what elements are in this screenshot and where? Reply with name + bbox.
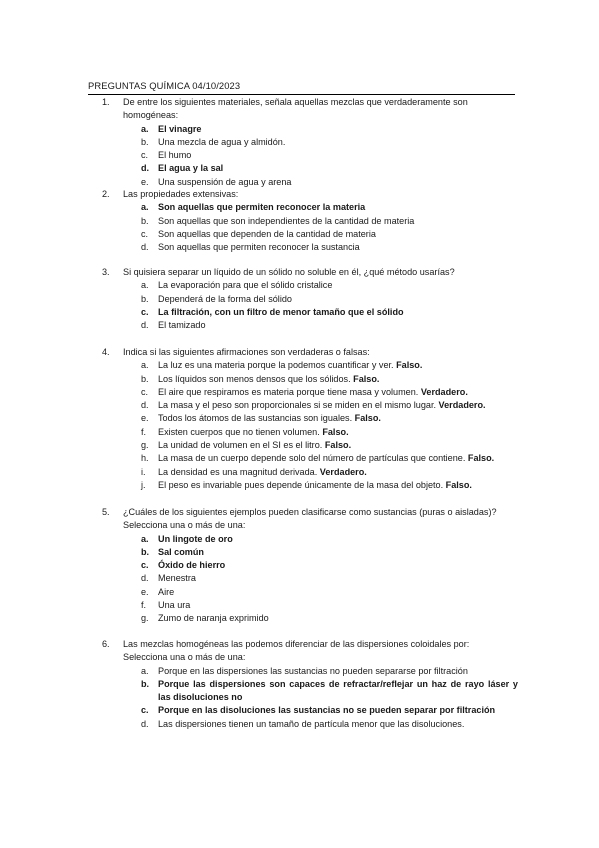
question-instruction: Selecciona una o más de una:: [123, 652, 246, 663]
option-text: Son aquellas que permiten reconocer la materia: [158, 202, 366, 213]
option-letter: j.: [141, 479, 146, 490]
verdict-label: Falso.: [353, 373, 380, 384]
option-letter: e.: [141, 413, 149, 424]
question-4: [88, 346, 518, 492]
verdict-label: Falso.: [322, 426, 349, 437]
option-text: Óxido de hierro: [158, 560, 226, 571]
verdict-label: Falso.: [396, 360, 423, 371]
option-item: [88, 665, 518, 678]
statement-text: La masa y el peso son proporcionales si se miden en el mismo lugar.: [158, 400, 437, 411]
question-stem: [88, 506, 518, 519]
option-item: [88, 136, 518, 149]
option-letter: a.: [141, 533, 149, 544]
option-letter: f.: [141, 600, 147, 611]
option-letter: b.: [141, 678, 150, 689]
option-text: Porque las dispersiones son capaces de refractar/reflejar un haz de rayo láser y las disoluciones no: [158, 678, 518, 703]
question-number: 4.: [102, 347, 110, 357]
option-letter: d.: [141, 573, 149, 584]
question-number: 6.: [102, 639, 110, 649]
option-text: Sal común: [158, 546, 204, 557]
option-item: [88, 123, 518, 136]
options-list: [88, 359, 518, 492]
option-text: Un lingote de oro: [158, 533, 233, 544]
option-letter: c.: [141, 228, 149, 239]
option-item: [88, 319, 518, 332]
document-header: PREGUNTAS QUÍMICA 04/10/2023: [88, 80, 515, 95]
question-text: De entre los siguientes materiales, señala aquellas mezclas que verdaderamente son homogéneas:: [123, 97, 468, 121]
question-6: [88, 638, 518, 731]
question-number: 3.: [102, 267, 110, 277]
verdict-label: Falso.: [445, 479, 472, 490]
option-item: [88, 452, 518, 465]
option-item: [88, 704, 518, 717]
option-item: [88, 678, 518, 705]
options-list: [88, 279, 518, 332]
option-item: [88, 439, 518, 452]
option-item: [88, 546, 518, 559]
option-letter: b.: [141, 546, 150, 557]
question-text: Las mezclas homogéneas las podemos diferenciar de las dispersiones coloidales por:: [123, 639, 470, 649]
option-letter: c.: [141, 705, 149, 716]
option-item: [88, 215, 518, 228]
options-list: [88, 533, 518, 626]
verdict-label: Verdadero.: [319, 466, 367, 477]
option-text: Una ura: [158, 600, 191, 611]
question-3: [88, 266, 518, 332]
question-text: Indica si las siguientes afirmaciones son verdaderas o falsas:: [123, 347, 370, 357]
option-text: Las dispersiones tienen un tamaño de partícula menor que las disoluciones.: [158, 718, 465, 729]
options-list: [88, 201, 518, 254]
option-item: [88, 373, 518, 386]
option-letter: c.: [141, 150, 149, 161]
option-text: El tamizado: [158, 320, 206, 331]
option-text: Una mezcla de agua y almidón.: [158, 136, 286, 147]
option-item: [88, 399, 518, 412]
question-5: [88, 506, 518, 626]
option-item: [88, 612, 518, 625]
option-item: [88, 426, 518, 439]
option-item: [88, 228, 518, 241]
option-letter: f.: [141, 426, 147, 437]
option-letter: c.: [141, 306, 149, 317]
options-list: [88, 123, 518, 189]
option-text: El agua y la sal: [158, 163, 224, 174]
option-item: [88, 533, 518, 546]
option-letter: e.: [141, 176, 149, 187]
option-item: [88, 359, 518, 372]
verdict-label: Falso.: [354, 413, 381, 424]
option-item: [88, 586, 518, 599]
question-number: 1.: [102, 97, 110, 107]
option-letter: g.: [141, 613, 149, 624]
option-letter: c.: [141, 386, 149, 397]
option-item: [88, 293, 518, 306]
statement-text: Los líquidos son menos densos que los sólidos.: [158, 373, 351, 384]
option-item: [88, 718, 518, 731]
option-letter: a.: [141, 123, 149, 134]
question-stem: [88, 346, 518, 359]
option-item: [88, 386, 518, 399]
question-instruction: Selecciona una o más de una:: [123, 520, 246, 531]
question-stem: [88, 188, 518, 201]
option-text: La filtración, con un filtro de menor tamaño que el sólido: [158, 306, 404, 317]
option-item: [88, 412, 518, 425]
option-letter: a.: [141, 202, 149, 213]
statement-text: La unidad de volumen en el SI es el litro.: [158, 440, 323, 451]
option-item: [88, 306, 518, 319]
verdict-label: Verdadero.: [438, 400, 486, 411]
option-item: [88, 162, 518, 175]
option-letter: h.: [141, 453, 149, 464]
option-text: Son aquellas que permiten reconocer la sustancia: [158, 242, 360, 253]
option-text: Son aquellas que dependen de la cantidad de materia: [158, 228, 376, 239]
option-item: [88, 241, 518, 254]
option-item: [88, 201, 518, 214]
option-text: Menestra: [158, 573, 196, 584]
option-letter: d.: [141, 242, 149, 253]
verdict-label: Falso.: [324, 440, 352, 451]
option-text: La evaporación para que el sólido cristalice: [158, 280, 333, 291]
statement-text: La densidad es una magnitud derivada.: [158, 466, 318, 477]
option-letter: i.: [141, 466, 146, 477]
statement-text: Existen cuerpos que no tienen volumen.: [158, 426, 320, 437]
question-text: Si quisiera separar un líquido de un sólido no soluble en él, ¿qué método usarías?: [123, 267, 455, 277]
statement-text: Todos los átomos de las sustancias son iguales.: [158, 413, 353, 424]
question-text: Las propiedades extensivas:: [123, 189, 239, 199]
verdict-label: Falso.: [467, 453, 495, 464]
options-list: [88, 665, 518, 731]
question-1: [88, 96, 518, 189]
option-text: Zumo de naranja exprimido: [158, 613, 269, 624]
option-item: [88, 572, 518, 585]
option-text: El humo: [158, 150, 192, 161]
option-letter: g.: [141, 440, 149, 451]
option-text: Una suspensión de agua y arena: [158, 176, 292, 187]
option-letter: e.: [141, 586, 149, 597]
option-letter: a.: [141, 360, 149, 371]
statement-text: El peso es invariable pues depende únicamente de la masa del objeto.: [158, 479, 444, 490]
option-text: Son aquellas que son independientes de la cantidad de materia: [158, 215, 415, 226]
option-text: Porque en las disoluciones las sustancias no se pueden separar por filtración: [158, 705, 496, 716]
option-item: [88, 149, 518, 162]
option-text: El vinagre: [158, 123, 202, 134]
option-letter: b.: [141, 373, 149, 384]
statement-text: La masa de un cuerpo depende solo del número de partículas que contiene.: [158, 453, 466, 464]
option-item: [88, 479, 518, 492]
option-item: [88, 559, 518, 572]
question-stem: [88, 96, 518, 123]
question-2: [88, 188, 518, 254]
option-letter: b.: [141, 215, 149, 226]
question-stem: [88, 266, 518, 279]
statement-text: La luz es una materia porque la podemos cuantificar y ver.: [158, 360, 394, 371]
statement-text: El aire que respiramos es materia porque tiene masa y volumen.: [158, 386, 419, 397]
option-letter: d.: [141, 163, 150, 174]
verdict-label: Verdadero.: [420, 386, 468, 397]
option-text: Dependerá de la forma del sólido: [158, 293, 292, 304]
option-letter: d.: [141, 400, 149, 411]
question-stem: [88, 638, 518, 651]
option-text: Aire: [158, 586, 175, 597]
option-letter: b.: [141, 136, 149, 147]
option-letter: c.: [141, 560, 149, 571]
option-letter: a.: [141, 280, 149, 291]
option-item: [88, 599, 518, 612]
option-letter: b.: [141, 293, 149, 304]
option-letter: d.: [141, 320, 149, 331]
option-letter: d.: [141, 718, 149, 729]
question-number: 2.: [102, 189, 110, 199]
question-number: 5.: [102, 507, 110, 517]
question-text: ¿Cuáles de los siguientes ejemplos pueden clasificarse como sustancias (puras o aisladas)?: [123, 507, 497, 517]
option-letter: a.: [141, 665, 149, 676]
option-item: [88, 466, 518, 479]
option-text: Porque en las dispersiones las sustancias no pueden separarse por filtración: [158, 665, 468, 676]
option-item: [88, 279, 518, 292]
